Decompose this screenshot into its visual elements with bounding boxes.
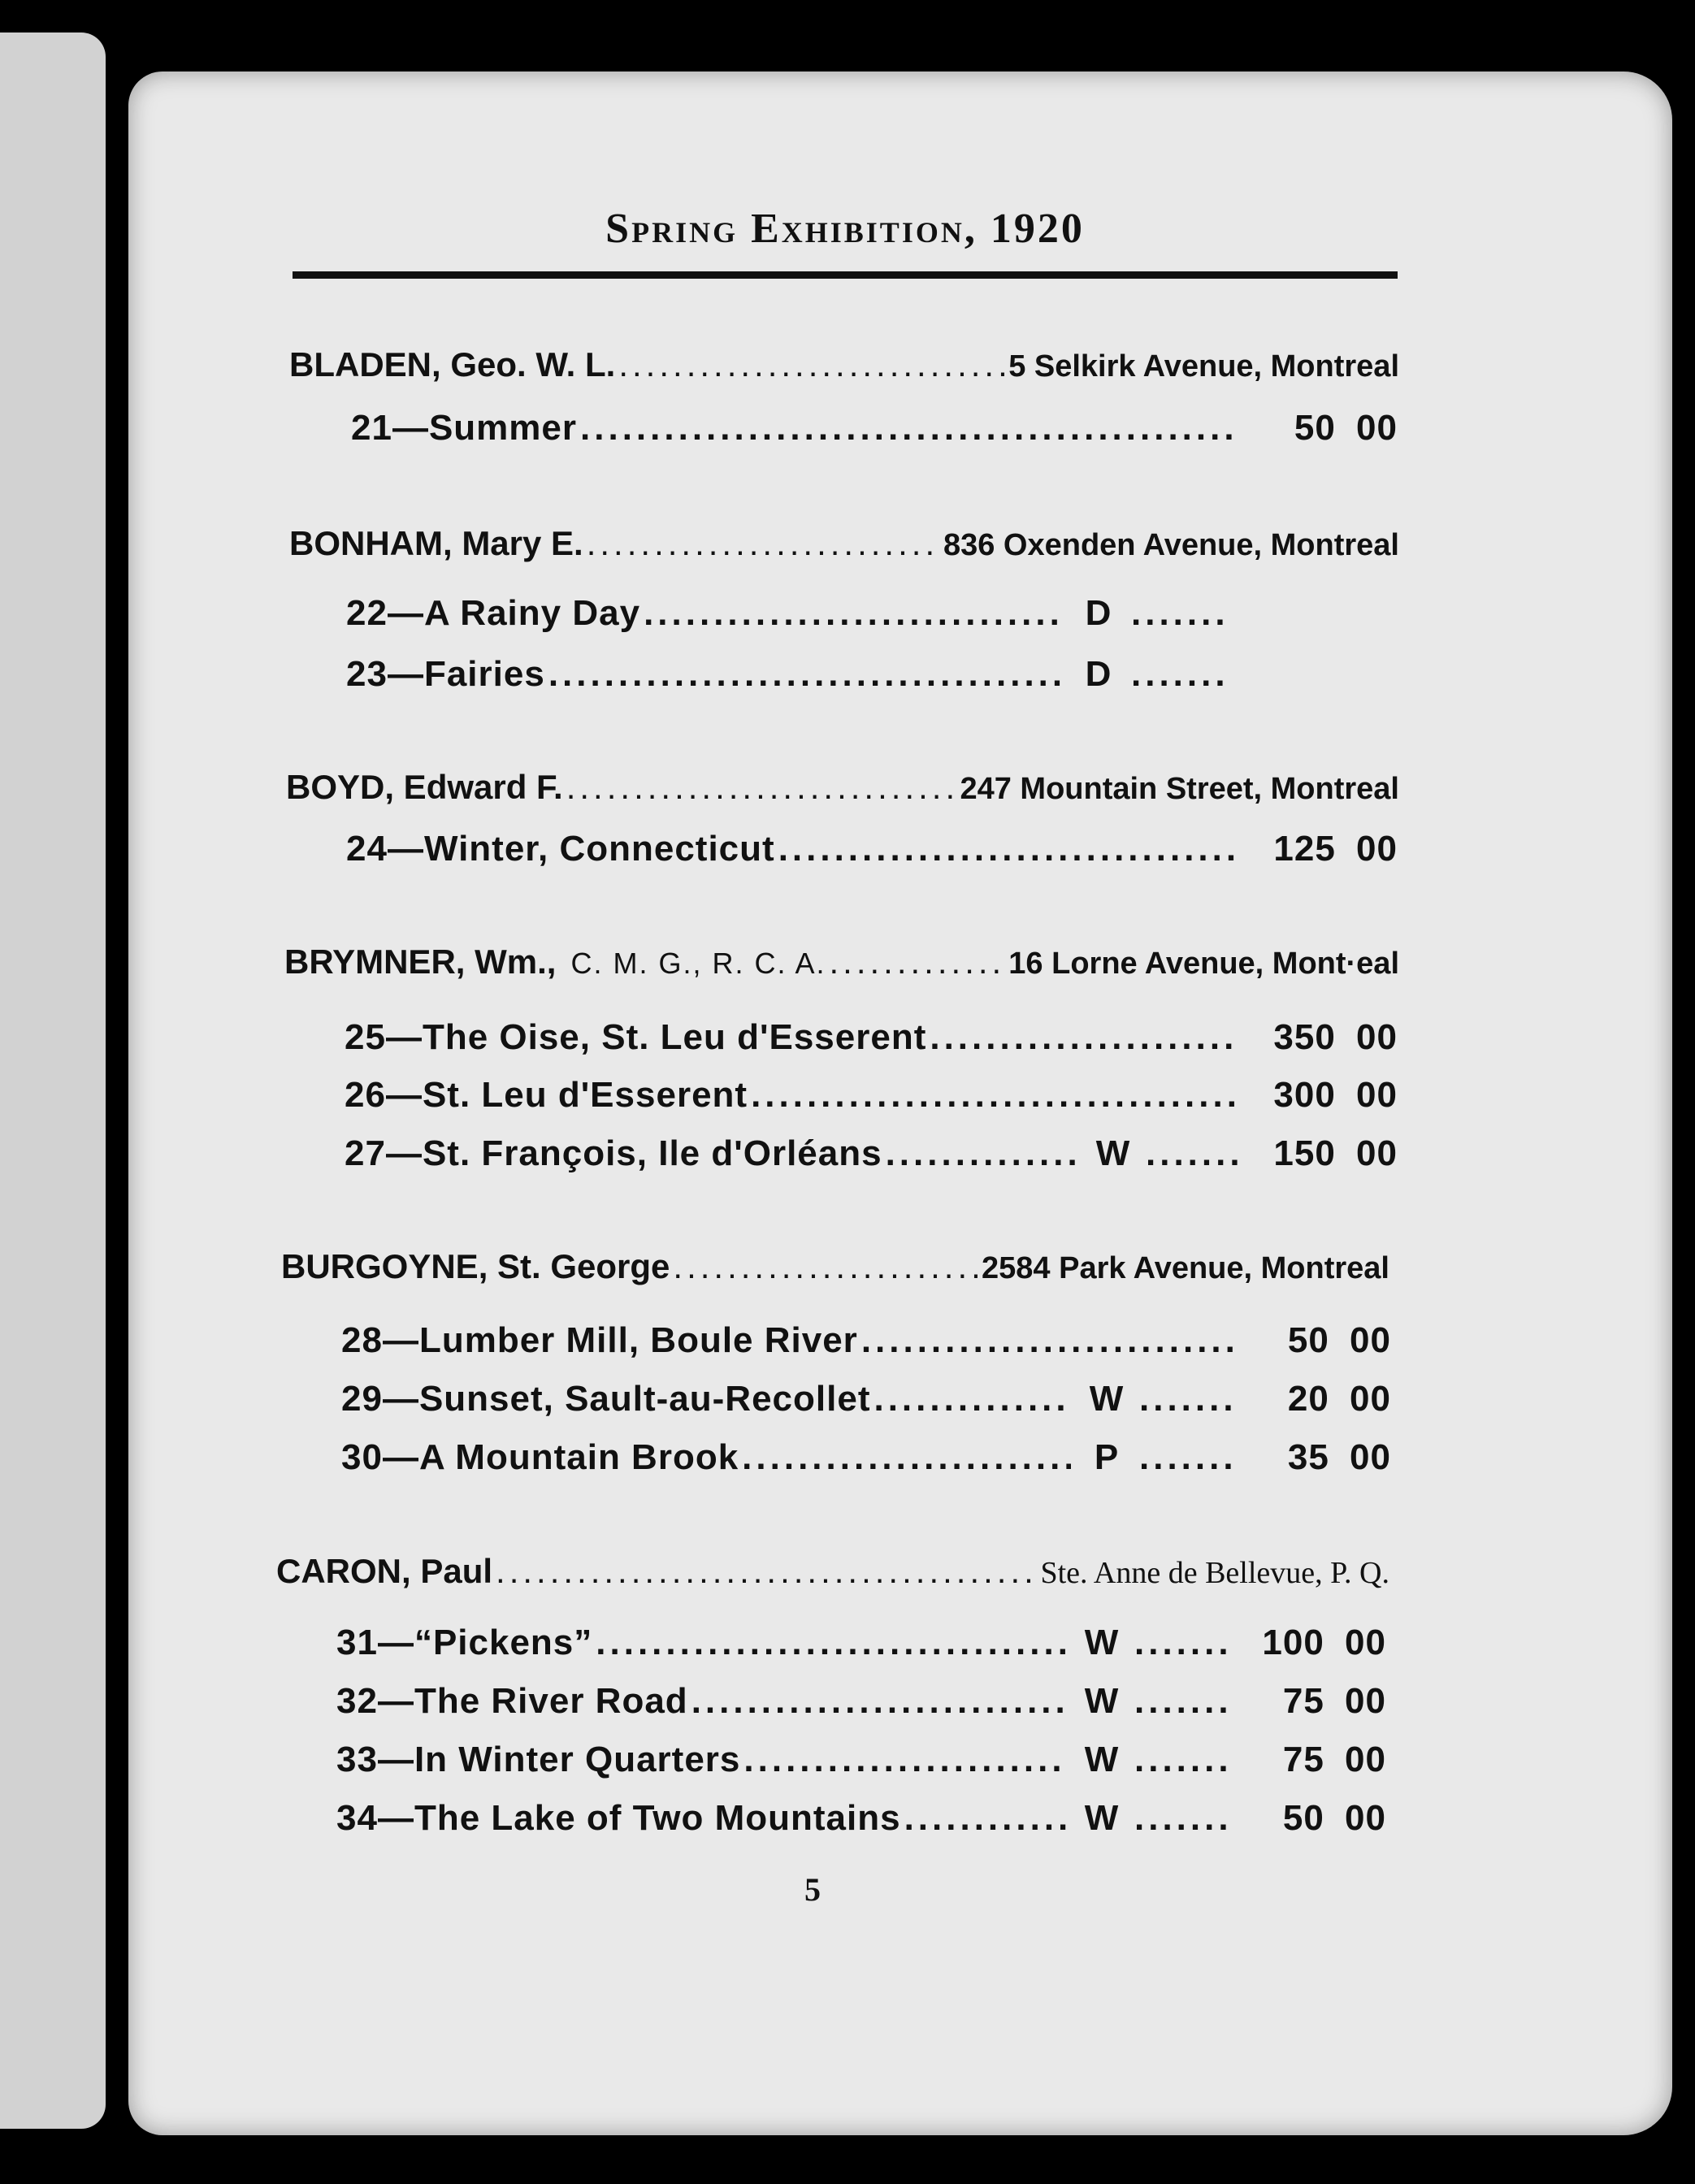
work-line xyxy=(341,1320,1391,1361)
work-price: 50 00 xyxy=(1294,408,1398,448)
work-line xyxy=(336,1740,1386,1780)
page-number: 5 xyxy=(804,1871,821,1908)
work-title: 31—“Pickens” xyxy=(336,1623,593,1662)
artist-name: BURGOYNE, St. George xyxy=(281,1247,670,1285)
work-price: 100 00 xyxy=(1262,1623,1386,1662)
artist-line xyxy=(289,524,1399,563)
work-title: 25—The Oise, St. Leu d'Esserent xyxy=(345,1017,927,1057)
artist-address: 247 Mountain Street, Montreal xyxy=(960,772,1399,806)
work-medium: W xyxy=(1089,1379,1125,1419)
work-line xyxy=(346,829,1398,869)
artist-line xyxy=(276,1552,1389,1591)
work-price: 35 00 xyxy=(1287,1437,1391,1477)
work-line xyxy=(341,1379,1391,1419)
work-title: 24—Winter, Connecticut xyxy=(346,829,775,869)
work-price: 50 00 xyxy=(1282,1798,1386,1838)
work-title: 33—In Winter Quarters xyxy=(336,1740,741,1779)
artist-address: Ste. Anne de Bellevue, P. Q. xyxy=(1040,1556,1389,1590)
work-price: 350 00 xyxy=(1273,1017,1398,1057)
artist-address: 16 Lorne Avenue, Mont·eal xyxy=(1008,947,1399,981)
work-title: 28—Lumber Mill, Boule River xyxy=(341,1320,858,1360)
work-title: 27—St. François, Ile d'Orléans xyxy=(345,1133,882,1173)
work-title: 29—Sunset, Sault-au-Recollet xyxy=(341,1379,871,1419)
work-title: 26—St. Leu d'Esserent xyxy=(345,1075,748,1115)
work-medium: D xyxy=(1085,654,1112,694)
work-medium: W xyxy=(1084,1623,1120,1662)
work-line xyxy=(346,654,1229,695)
artist-credentials: C. M. G., R. C. A. xyxy=(570,947,826,980)
work-line xyxy=(336,1681,1386,1722)
page-header: Spring Exhibition, 1920 xyxy=(605,206,1085,252)
work-price: 20 00 xyxy=(1287,1379,1391,1419)
work-medium: W xyxy=(1095,1133,1131,1173)
facing-page-edge xyxy=(0,32,106,2129)
artist-name: BONHAM, Mary E. xyxy=(289,524,583,562)
artist-line xyxy=(281,1247,1389,1286)
work-price: 150 00 xyxy=(1273,1133,1398,1173)
work-title: 32—The River Road xyxy=(336,1681,688,1721)
artist-line xyxy=(286,768,1399,807)
work-line xyxy=(345,1133,1398,1174)
work-price: 300 00 xyxy=(1273,1075,1398,1115)
work-medium: W xyxy=(1084,1740,1120,1779)
artist-line xyxy=(289,345,1399,384)
work-title: 23—Fairies xyxy=(346,654,545,694)
artist-line xyxy=(284,942,1399,982)
work-line xyxy=(336,1798,1386,1839)
work-title: 30—A Mountain Brook xyxy=(341,1437,739,1477)
work-line xyxy=(341,1437,1391,1478)
work-line xyxy=(345,1017,1398,1058)
work-price: 75 00 xyxy=(1282,1740,1386,1779)
work-price: 75 00 xyxy=(1282,1681,1386,1721)
work-line xyxy=(346,593,1229,634)
artist-name: BRYMNER, Wm., xyxy=(284,942,557,981)
header-rule xyxy=(293,271,1398,279)
artist-name: BOYD, Edward F. xyxy=(286,768,563,806)
work-price: 50 00 xyxy=(1287,1320,1391,1360)
artist-address: 2584 Park Avenue, Montreal xyxy=(982,1251,1389,1285)
work-title: 21—Summer xyxy=(351,408,578,448)
work-line xyxy=(345,1075,1398,1116)
work-line xyxy=(336,1623,1386,1663)
work-title: 22—A Rainy Day xyxy=(346,593,641,633)
work-price: 125 00 xyxy=(1273,829,1398,869)
artist-name: BLADEN, Geo. W. L. xyxy=(289,345,616,384)
artist-address: 5 Selkirk Avenue, Montreal xyxy=(1008,349,1399,384)
artist-address: 836 Oxenden Avenue, Montreal xyxy=(943,528,1399,562)
work-medium: D xyxy=(1085,593,1112,633)
work-medium: W xyxy=(1084,1681,1120,1721)
work-line xyxy=(351,408,1398,448)
work-medium: P xyxy=(1094,1437,1120,1477)
work-medium: W xyxy=(1084,1798,1120,1838)
work-title: 34—The Lake of Two Mountains xyxy=(336,1798,901,1838)
artist-name: CARON, Paul xyxy=(276,1552,493,1590)
